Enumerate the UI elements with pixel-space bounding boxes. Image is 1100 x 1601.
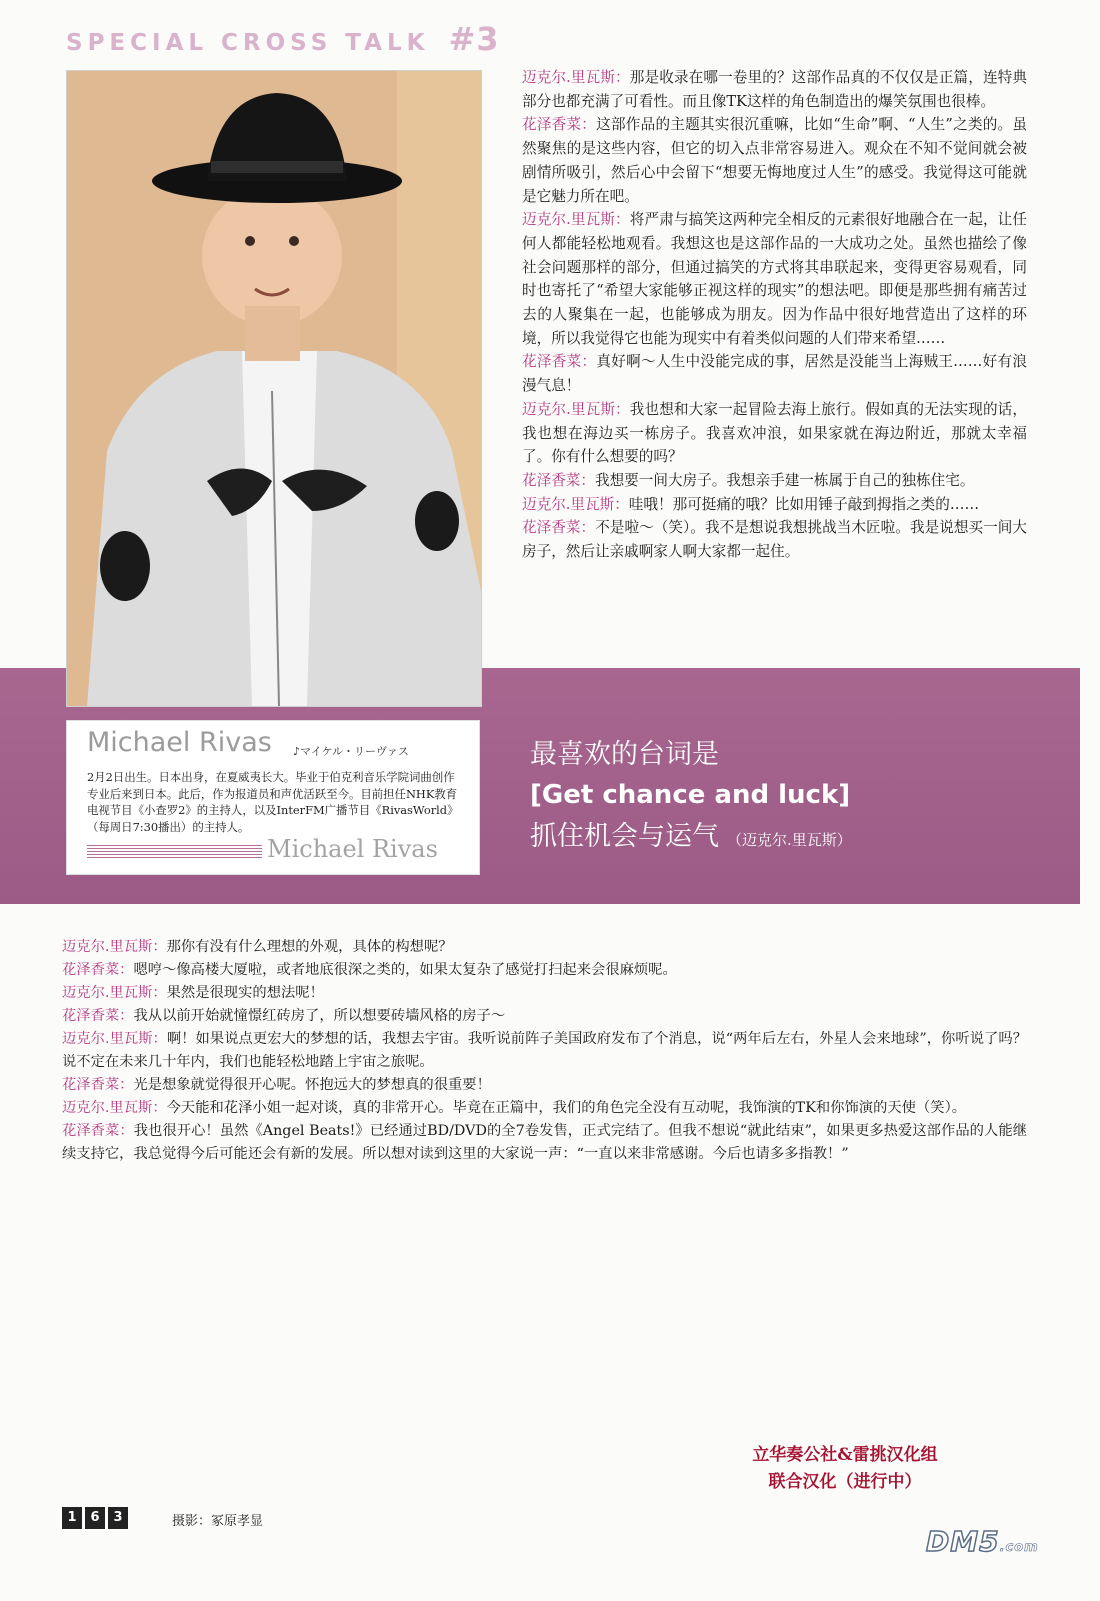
dialogue-text: 那你有没有什么理想的外观，具体的构想呢？: [166, 939, 453, 955]
dialogue-line: [62, 1097, 1027, 1120]
dialogue-text: 我也很开心！虽然《Angel Beats!》已经通过BD/DVD的全7卷发售，正式完结了。但我不想说“就此结束”，如果更多热爱这部作品的人能继续支持它，我总觉得今后可能还会有新的发展。所以想对读到这里的大家说一声：“一直以来非常感谢。今后也请多多指教！”: [62, 1123, 1027, 1162]
dialogue-text: 果然是很现实的想法呢！: [166, 985, 324, 1001]
speaker-label: 花泽香菜：: [62, 962, 134, 978]
dialogue-line: [62, 959, 1027, 982]
dialogue-text: 我也想和大家一起冒险去海上旅行。假如真的无法实现的话，我也想在海边买一栋房子。我喜欢冲浪，如果家就在海边附近，那就太幸福了。你有什么想要的吗？: [522, 400, 1027, 466]
dialogue-text: 嗯哼～像高楼大厦啦，或者地底很深之类的，如果太复杂了感觉打扫起来会很麻烦呢。: [133, 962, 677, 978]
dialogue-line: [62, 1005, 1027, 1028]
profile-name: Michael Rivas: [87, 727, 272, 758]
profile-bio: 2月2日出生。日本出身，在夏威夷长大。毕业于伯克利音乐学院词曲创作专业后来到日本。此后，作为报道员和声优活跃至今。目前担任NHK教育电视节目《小查罗2》的主持人，以及InterFM广播节目《RivasWorld》（每周日7:30播出）的主持人。: [87, 770, 459, 834]
photographer-credit: 摄影：冢原孝显: [172, 1514, 264, 1529]
profile-kana: ♪マイケル・リーヴァス: [293, 745, 409, 758]
speaker-label: 迈克尔.里瓦斯：: [522, 211, 630, 229]
dialogue-line: [522, 208, 1027, 350]
profile-card: [66, 720, 480, 875]
speaker-label: 迈克尔.里瓦斯：: [62, 939, 167, 955]
page-digit: 1: [62, 1507, 82, 1529]
speaker-label: 迈克尔.里瓦斯：: [62, 985, 167, 1001]
favorite-quote: [530, 735, 852, 862]
speaker-label: 迈克尔.里瓦斯：: [522, 400, 630, 418]
dialogue-text: 啊！如果说点更宏大的梦想的话，我想去宇宙。我听说前阵子美国政府发布了个消息，说“两年后左右，外星人会来地球”，你听说了吗？说不定在未来几十年内，我们也能轻松地踏上宇宙之旅呢。: [62, 1031, 1027, 1070]
dialogue-line: [522, 113, 1027, 208]
speaker-label: 迈克尔.里瓦斯：: [522, 69, 630, 86]
speaker-label: 花泽香菜：: [522, 116, 597, 134]
right-column-dialogue: [522, 66, 1027, 564]
speaker-label: 迈克尔.里瓦斯：: [522, 495, 629, 513]
speaker-label: 花泽香菜：: [522, 519, 596, 537]
credits-line-2: 联合汉化（进行中）: [768, 1472, 922, 1492]
watermark-text: DM5: [926, 1525, 1000, 1558]
speaker-label: 迈克尔.里瓦斯：: [62, 1100, 167, 1116]
watermark-suffix: .com: [999, 1540, 1039, 1555]
dialogue-text: 今天能和花泽小姐一起对谈，真的非常开心。毕竟在正篇中，我们的角色完全没有互动呢，我饰演的TK和你饰演的天使（笑）。: [166, 1100, 967, 1116]
dialogue-text: 这部作品的主题其实很沉重嘛，比如“生命”啊、“人生”之类的。虽然聚焦的是这些内容，但它的切入点非常容易进入。观众在不知不觉间就会被剧情所吸引，然后心中会留下“想要无悔地度过人生”的感受。我觉得这可能就是它魅力所在吧。: [522, 116, 1027, 205]
decorative-stripes: [87, 845, 262, 859]
speaker-label: 花泽香菜：: [62, 1008, 134, 1024]
dialogue-line: [522, 493, 1027, 517]
quote-intro: 最喜欢的台词是: [530, 739, 719, 770]
site-watermark-logo: [926, 1525, 1039, 1558]
dialogue-text: 我想要一间大房子。我想亲手建一栋属于自己的独栋住宅。: [594, 471, 975, 489]
dialogue-line: [522, 350, 1027, 397]
quote-translation-line: [530, 815, 852, 862]
dialogue-line: [522, 66, 1027, 113]
feature-title: SPECIAL CROSS TALK: [66, 30, 430, 56]
speaker-label: 花泽香菜：: [522, 353, 597, 371]
dialogue-text: 我从以前开始就憧憬红砖房了，所以想要砖墙风格的房子～: [133, 1008, 506, 1024]
dialogue-text: 将严肃与搞笑这两种完全相反的元素很好地融合在一起，让任何人都能轻松地观看。我想这也是这部作品的一大成功之处。虽然也描绘了像社会问题那样的部分，但通过搞笑的方式将其串联起来，变得更容易观看，同时也寄托了“希望大家能够正视这样的现实”的想法吧。即便是那些拥有痛苦过去的人聚集在一起，也能够成为朋友。因为作品中很好地营造出了这样的环境，所以我觉得它也能为现实中有着类似问题的人们带来希望……: [522, 211, 1027, 347]
page-digit: 3: [108, 1507, 128, 1529]
portrait-photo: [66, 70, 482, 707]
dialogue-line: [62, 1120, 1027, 1166]
portrait-illustration: [67, 71, 481, 706]
dialogue-line: [62, 936, 1027, 959]
credits-line-1: 立华奏公社&雷挑汉化组: [752, 1445, 938, 1465]
dialogue-text: 那是收录在哪一卷里的？这部作品真的不仅仅是正篇，连特典部分也都充满了可看性。而且像TK这样的角色制造出的爆笑氛围也很棒。: [522, 69, 1027, 110]
quote-attribution: （迈克尔.里瓦斯）: [727, 831, 852, 849]
quote-english: [Get chance and luck]: [530, 780, 851, 810]
feature-number: #3: [448, 20, 500, 58]
dialogue-text: 光是想象就觉得很开心呢。怀抱远大的梦想真的很重要！: [133, 1077, 491, 1093]
dialogue-text: 真好啊～人生中没能完成的事，居然是没能当上海贼王……好有浪漫气息！: [522, 353, 1027, 395]
dialogue-line: [62, 1028, 1027, 1074]
dialogue-line: [62, 982, 1027, 1005]
profile-signature: Michael Rivas: [267, 835, 438, 863]
page-number: [62, 1507, 131, 1529]
quote-translation: 抓住机会与运气: [530, 821, 719, 852]
dialogue-line: [522, 516, 1027, 563]
bottom-dialogue: [62, 936, 1027, 1166]
page-digit: 6: [85, 1507, 105, 1529]
speaker-label: 花泽香菜：: [62, 1077, 134, 1093]
dialogue-text: 不是啦～（笑）。我不是想说我想挑战当木匠啦。我是说想买一间大房子，然后让亲戚啊家人啊大家都一起住。: [522, 519, 1027, 561]
translation-credits: [700, 1442, 990, 1496]
dialogue-line: [522, 398, 1027, 469]
speaker-label: 迈克尔.里瓦斯：: [62, 1031, 167, 1047]
feature-header: [66, 20, 500, 58]
dialogue-line: [522, 469, 1027, 493]
speaker-label: 花泽香菜：: [522, 471, 595, 489]
dialogue-line: [62, 1074, 1027, 1097]
dialogue-text: 哇哦！那可挺痛的哦？比如用锤子敲到拇指之类的……: [628, 495, 980, 513]
speaker-label: 花泽香菜：: [62, 1123, 134, 1139]
